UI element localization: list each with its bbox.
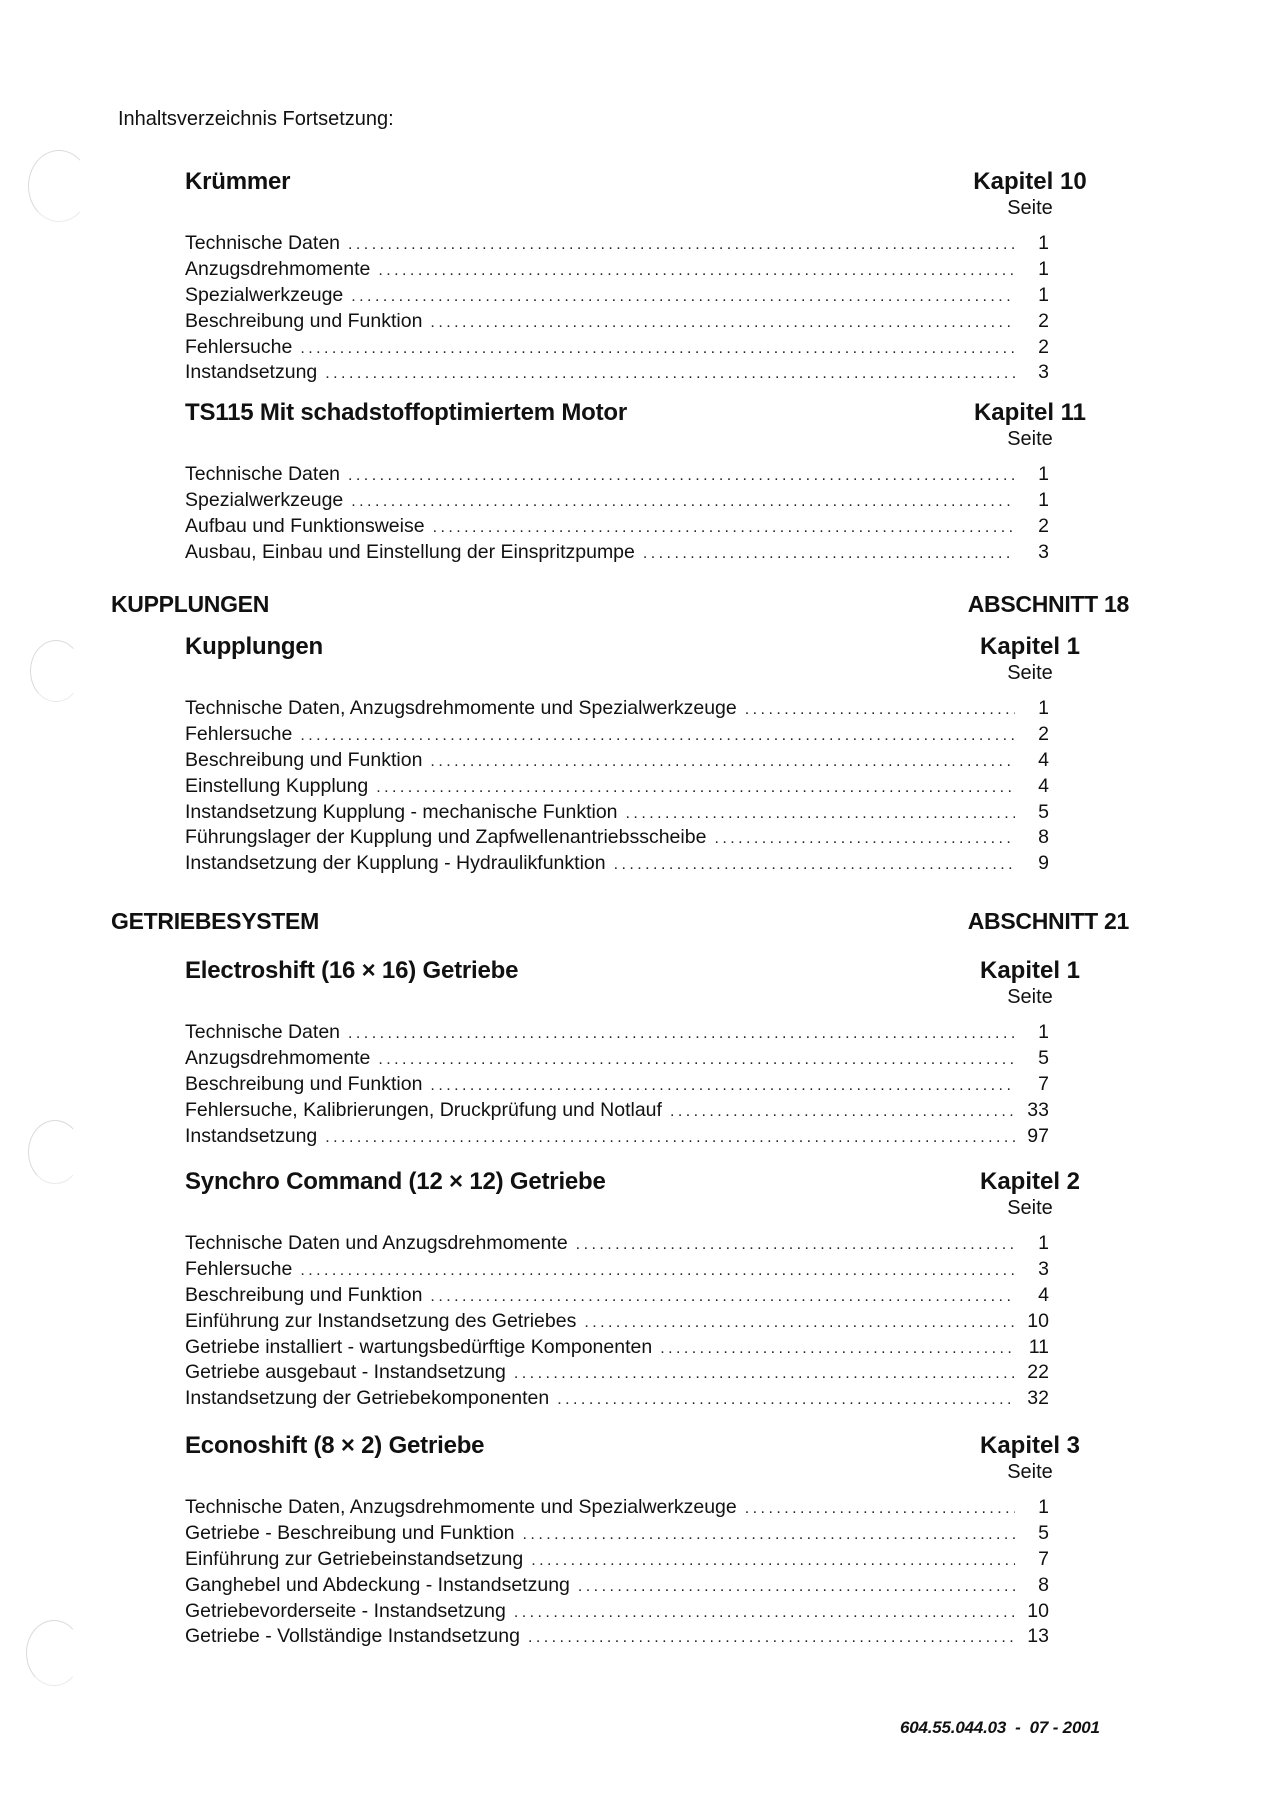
- toc-entry-page: 1: [1038, 232, 1049, 254]
- toc-entry-page: 7: [1038, 1072, 1049, 1095]
- toc-entry-page: 2: [1038, 335, 1049, 358]
- toc-entry[interactable]: [185, 748, 1049, 774]
- toc-entry-page: 4: [1038, 774, 1049, 797]
- toc-entry-page: 1: [1038, 463, 1049, 485]
- toc-entry-page: 8: [1038, 826, 1049, 849]
- section-title: GETRIEBESYSTEM: [111, 908, 319, 934]
- toc-entry-page: 32: [1027, 1387, 1049, 1410]
- toc-entry-page: 4: [1038, 748, 1049, 771]
- toc-entry-page: 3: [1038, 1257, 1049, 1280]
- dot-leader: [325, 1125, 1015, 1151]
- toc-entry-label: Technische Daten: [185, 463, 341, 485]
- chapter-ts115: [185, 399, 1095, 566]
- toc-entry-page: 5: [1038, 1046, 1049, 1069]
- toc-entry[interactable]: [185, 462, 1049, 488]
- chapter-number: Kapitel 2: [979, 1168, 1081, 1195]
- toc-entry-page: 97: [1027, 1124, 1049, 1147]
- chapter-header: [185, 168, 1095, 219]
- toc-entry-label: Technische Daten: [185, 1021, 341, 1043]
- dot-leader: [300, 723, 1015, 749]
- toc-entry-page: 11: [1028, 1335, 1049, 1358]
- dot-leader: [523, 1522, 1015, 1548]
- dot-leader: [531, 1548, 1015, 1574]
- chapter-electroshift: [185, 957, 1095, 1149]
- toc-entry-page: 10: [1027, 1309, 1049, 1332]
- toc-entry[interactable]: [185, 514, 1049, 540]
- dot-leader: [348, 1021, 1015, 1047]
- toc-entry-page: 1: [1038, 1232, 1049, 1254]
- toc-entry-label: Getriebevorderseite - Instandsetzung: [185, 1599, 506, 1622]
- toc-entry-list: [185, 696, 1049, 877]
- punch-hole-mark: [28, 150, 90, 222]
- toc-entry-label: Fehlersuche: [185, 1257, 293, 1280]
- toc-entry[interactable]: [185, 1046, 1049, 1072]
- toc-entry-label: Instandsetzung: [185, 1124, 318, 1147]
- dot-leader: [626, 801, 1015, 827]
- dot-leader: [430, 1073, 1015, 1099]
- toc-entry-page: 2: [1038, 514, 1049, 537]
- chapter-number: Kapitel 1: [979, 633, 1081, 660]
- toc-entry-label: Spezialwerkzeuge: [185, 488, 344, 511]
- dot-leader: [614, 852, 1015, 878]
- toc-entry[interactable]: [185, 722, 1049, 748]
- chapter-header: [185, 957, 1095, 1008]
- dot-leader: [578, 1574, 1015, 1600]
- toc-entry[interactable]: [185, 825, 1049, 851]
- toc-entry[interactable]: [185, 360, 1049, 386]
- toc-entry-label: Getriebe ausgebaut - Instandsetzung: [185, 1361, 506, 1384]
- dot-leader: [745, 1496, 1015, 1522]
- toc-entry[interactable]: [185, 1072, 1049, 1098]
- chapter-header: [185, 1432, 1095, 1483]
- toc-entry-label: Einführung zur Instandsetzung des Getriebes: [185, 1309, 577, 1332]
- page-column-label: Seite: [1007, 1461, 1053, 1483]
- toc-entry[interactable]: [185, 1231, 1049, 1257]
- dot-leader: [348, 463, 1015, 489]
- toc-entry-page: 3: [1038, 540, 1049, 563]
- toc-entry[interactable]: [185, 800, 1049, 826]
- toc-entry-page: 2: [1038, 309, 1049, 332]
- toc-entry[interactable]: [185, 1573, 1049, 1599]
- toc-entry[interactable]: [185, 1495, 1049, 1521]
- toc-continuation-heading: Inhaltsverzeichnis Fortsetzung:: [118, 108, 394, 130]
- page-column-label: Seite: [1007, 1197, 1053, 1219]
- toc-entry[interactable]: [185, 1257, 1049, 1283]
- toc-entry-page: 3: [1038, 361, 1049, 384]
- dot-leader: [430, 1284, 1015, 1310]
- toc-entry-page: 1: [1038, 488, 1049, 511]
- toc-entry[interactable]: [185, 1309, 1049, 1335]
- page-column-label: Seite: [1007, 197, 1053, 219]
- toc-entry-list: [185, 462, 1049, 566]
- toc-entry-page: 5: [1038, 1521, 1049, 1544]
- punch-hole-mark: [28, 1120, 82, 1184]
- dot-leader: [351, 489, 1015, 515]
- dot-leader: [557, 1387, 1015, 1413]
- toc-entry[interactable]: [185, 1283, 1049, 1309]
- toc-entry-page: 1: [1038, 257, 1049, 280]
- dot-leader: [528, 1625, 1015, 1651]
- chapter-number: Kapitel 1: [979, 957, 1081, 984]
- toc-entry-label: Technische Daten, Anzugsdrehmomente und Spezialwerkzeuge: [185, 697, 737, 719]
- toc-entry-list: [185, 1495, 1049, 1650]
- chapter-synchro-command: [185, 1168, 1095, 1412]
- dot-leader: [643, 541, 1015, 567]
- toc-entry[interactable]: [185, 1521, 1049, 1547]
- toc-entry-page: 22: [1027, 1361, 1049, 1384]
- toc-entry-label: Getriebe - Vollständige Instandsetzung: [185, 1625, 520, 1648]
- toc-entry[interactable]: [185, 1020, 1049, 1046]
- toc-entry[interactable]: [185, 1360, 1049, 1386]
- dot-leader: [325, 361, 1015, 387]
- toc-entry-label: Technische Daten, Anzugsdrehmomente und Spezialwerkzeuge: [185, 1496, 737, 1518]
- punch-hole-mark: [30, 640, 82, 702]
- toc-entry-page: 2: [1038, 722, 1049, 745]
- dot-leader: [576, 1232, 1015, 1258]
- toc-entry[interactable]: [185, 488, 1049, 514]
- toc-entry-list: [185, 1020, 1049, 1149]
- chapter-kupplungen: [185, 633, 1095, 877]
- dot-leader: [300, 336, 1015, 362]
- toc-entry[interactable]: [185, 1124, 1049, 1150]
- dot-leader: [430, 749, 1015, 775]
- toc-entry[interactable]: [185, 1624, 1049, 1650]
- dot-leader: [376, 775, 1015, 801]
- toc-entry-label: Fehlersuche: [185, 335, 293, 358]
- toc-entry-page: 8: [1038, 1573, 1049, 1596]
- toc-entry-page: 1: [1038, 1496, 1049, 1518]
- toc-entry[interactable]: [185, 851, 1049, 877]
- toc-entry-label: Instandsetzung der Getriebekomponenten: [185, 1387, 550, 1410]
- section-number: ABSCHNITT 21: [967, 908, 1129, 934]
- toc-entry-label: Instandsetzung der Kupplung - Hydraulikfunktion: [185, 852, 606, 875]
- toc-entry[interactable]: [185, 1386, 1049, 1412]
- toc-entry-page: 1: [1038, 1021, 1049, 1043]
- toc-entry-label: Fehlersuche: [185, 722, 293, 745]
- toc-entry[interactable]: [185, 283, 1049, 309]
- toc-entry-label: Spezialwerkzeuge: [185, 283, 344, 306]
- toc-entry[interactable]: [185, 257, 1049, 283]
- page-column-label: Seite: [1007, 662, 1053, 684]
- toc-entry-list: [185, 1231, 1049, 1412]
- page-column-label: Seite: [1007, 986, 1053, 1008]
- toc-entry-label: Ausbau, Einbau und Einstellung der Einspritzpumpe: [185, 540, 635, 563]
- toc-entry[interactable]: [185, 540, 1049, 566]
- dot-leader: [351, 284, 1015, 310]
- chapter-title: Synchro Command (12 × 12) Getriebe: [185, 1168, 606, 1195]
- chapter-number: Kapitel 10: [973, 168, 1087, 195]
- toc-entry-page: 1: [1038, 283, 1049, 306]
- dot-leader: [514, 1361, 1015, 1387]
- dot-leader: [670, 1099, 1015, 1125]
- toc-entry-label: Beschreibung und Funktion: [185, 309, 423, 332]
- toc-entry-label: Fehlersuche, Kalibrierungen, Druckprüfung und Notlauf: [185, 1098, 662, 1121]
- toc-entry-label: Getriebe installiert - wartungsbedürftige Komponenten: [185, 1335, 653, 1358]
- toc-entry-list: [185, 231, 1049, 386]
- toc-entry[interactable]: [185, 774, 1049, 800]
- dot-leader: [300, 1258, 1015, 1284]
- toc-entry[interactable]: [185, 1335, 1049, 1361]
- toc-entry-page: 13: [1027, 1625, 1049, 1648]
- toc-entry-label: Einstellung Kupplung: [185, 774, 369, 797]
- toc-entry[interactable]: [185, 1599, 1049, 1625]
- section-number: ABSCHNITT 18: [967, 591, 1129, 617]
- dot-leader: [433, 515, 1015, 541]
- toc-entry-label: Anzugsdrehmomente: [185, 1046, 371, 1069]
- toc-entry-page: 9: [1038, 852, 1049, 875]
- toc-entry[interactable]: [185, 1098, 1049, 1124]
- toc-entry-label: Getriebe - Beschreibung und Funktion: [185, 1521, 515, 1544]
- toc-entry-page: 33: [1027, 1098, 1049, 1121]
- toc-entry-label: Führungslager der Kupplung und Zapfwellenantriebsscheibe: [185, 826, 707, 849]
- toc-entry[interactable]: [185, 696, 1049, 722]
- toc-entry[interactable]: [185, 309, 1049, 335]
- chapter-title: Econoshift (8 × 2) Getriebe: [185, 1432, 485, 1459]
- toc-entry-label: Aufbau und Funktionsweise: [185, 514, 425, 537]
- toc-entry-label: Beschreibung und Funktion: [185, 748, 423, 771]
- chapter-title: Kupplungen: [185, 633, 323, 660]
- document-number-footer: 604.55.044.03 - 07 - 2001: [900, 1718, 1100, 1737]
- dot-leader: [584, 1310, 1015, 1336]
- toc-entry-label: Beschreibung und Funktion: [185, 1072, 423, 1095]
- toc-entry-label: Ganghebel und Abdeckung - Instandsetzung: [185, 1573, 570, 1596]
- chapter-header: [185, 1168, 1095, 1219]
- chapter-title: Krümmer: [185, 168, 291, 195]
- dot-leader: [660, 1336, 1015, 1362]
- chapter-header: [185, 633, 1095, 684]
- dot-leader: [378, 258, 1015, 284]
- dot-leader: [745, 697, 1015, 723]
- toc-entry-label: Instandsetzung: [185, 361, 318, 384]
- dot-leader: [714, 826, 1015, 852]
- toc-entry[interactable]: [185, 335, 1049, 361]
- toc-entry-page: 1: [1038, 697, 1049, 719]
- toc-entry-label: Instandsetzung Kupplung - mechanische Funktion: [185, 800, 618, 823]
- chapter-kruemmer: [185, 168, 1095, 386]
- chapter-header: [185, 399, 1095, 450]
- toc-entry-label: Einführung zur Getriebeinstandsetzung: [185, 1547, 524, 1570]
- chapter-econoshift: [185, 1432, 1095, 1650]
- dot-leader: [378, 1047, 1015, 1073]
- toc-entry-label: Technische Daten und Anzugsdrehmomente: [185, 1232, 568, 1254]
- chapter-number: Kapitel 11: [973, 399, 1087, 426]
- dot-leader: [514, 1600, 1015, 1626]
- page-column-label: Seite: [1007, 428, 1053, 450]
- toc-entry-page: 10: [1027, 1599, 1049, 1622]
- dot-leader: [430, 310, 1015, 336]
- chapter-number: Kapitel 3: [979, 1432, 1081, 1459]
- toc-entry-page: 4: [1038, 1283, 1049, 1306]
- toc-entry-label: Anzugsdrehmomente: [185, 257, 371, 280]
- toc-entry-page: 7: [1038, 1547, 1049, 1570]
- toc-entry-label: Technische Daten: [185, 232, 341, 254]
- punch-hole-mark: [26, 1620, 82, 1686]
- section-title: KUPPLUNGEN: [111, 591, 270, 617]
- toc-entry[interactable]: [185, 1547, 1049, 1573]
- toc-entry-label: Beschreibung und Funktion: [185, 1283, 423, 1306]
- toc-entry-page: 5: [1038, 800, 1049, 823]
- toc-entry[interactable]: [185, 231, 1049, 257]
- chapter-title: TS115 Mit schadstoffoptimiertem Motor: [185, 399, 627, 426]
- chapter-title: Electroshift (16 × 16) Getriebe: [185, 957, 519, 984]
- dot-leader: [348, 232, 1015, 258]
